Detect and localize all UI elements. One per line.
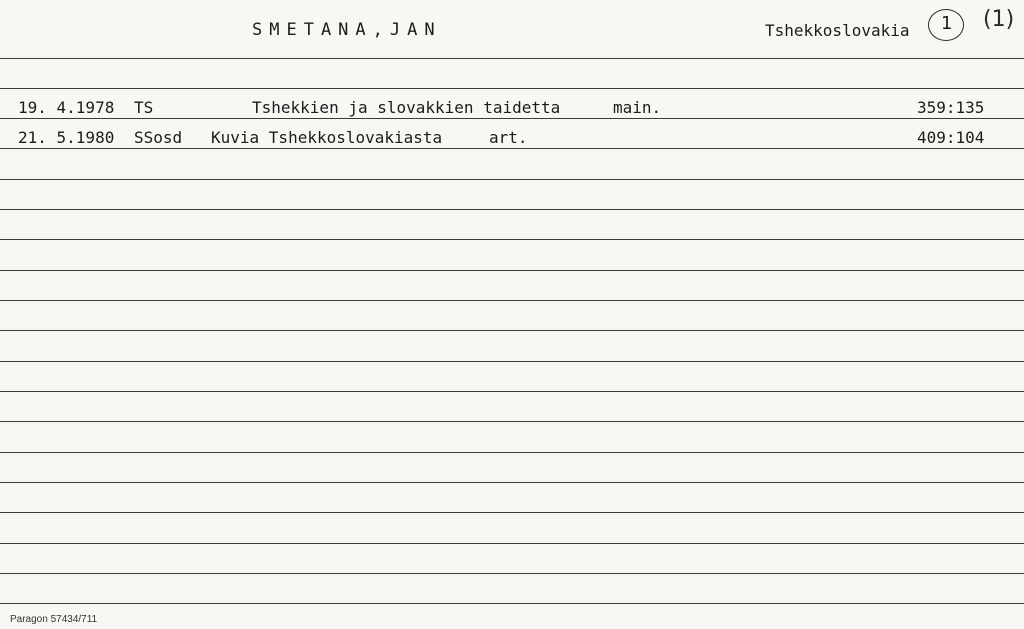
ruled-line <box>0 452 1024 453</box>
entry-type: main. <box>613 98 662 117</box>
ruled-line <box>0 179 1024 180</box>
ruled-line <box>0 209 1024 210</box>
ruled-line <box>0 512 1024 513</box>
ruled-line <box>0 391 1024 392</box>
ruled-line <box>0 603 1024 604</box>
entry-title: Kuvia Tshekkoslovakiasta <box>211 128 443 147</box>
ruled-line <box>0 270 1024 271</box>
ruled-line <box>0 148 1024 149</box>
printer-imprint: Paragon 57434/711 <box>10 614 98 625</box>
entry-code: TS <box>134 98 154 117</box>
ruled-line <box>0 118 1024 119</box>
ruled-line <box>0 88 1024 89</box>
ruled-line <box>0 482 1024 483</box>
ruled-line <box>0 239 1024 240</box>
person-name: SMETANA,JAN <box>252 20 442 40</box>
circled-mark <box>928 9 964 41</box>
header-rule <box>0 58 1024 59</box>
entry-title: Tshekkien ja slovakkien taidetta <box>252 98 561 117</box>
paren-mark: (1) <box>983 7 1015 32</box>
ruled-line <box>0 300 1024 301</box>
entry-date: 21. 5.1980 <box>18 128 115 147</box>
country-label: Tshekkoslovakia <box>765 21 910 40</box>
ruled-line <box>0 421 1024 422</box>
ruled-line <box>0 573 1024 574</box>
entry-ref: 359:135 <box>917 98 985 117</box>
ruled-line <box>0 361 1024 362</box>
entry-type: art. <box>489 128 528 147</box>
ruled-line <box>0 543 1024 544</box>
entry-date: 19. 4.1978 <box>18 98 115 117</box>
ruled-line <box>0 330 1024 331</box>
circled-mark-text: 1 <box>941 13 953 34</box>
entry-ref: 409:104 <box>917 128 985 147</box>
entry-code: SSosd <box>134 128 183 147</box>
